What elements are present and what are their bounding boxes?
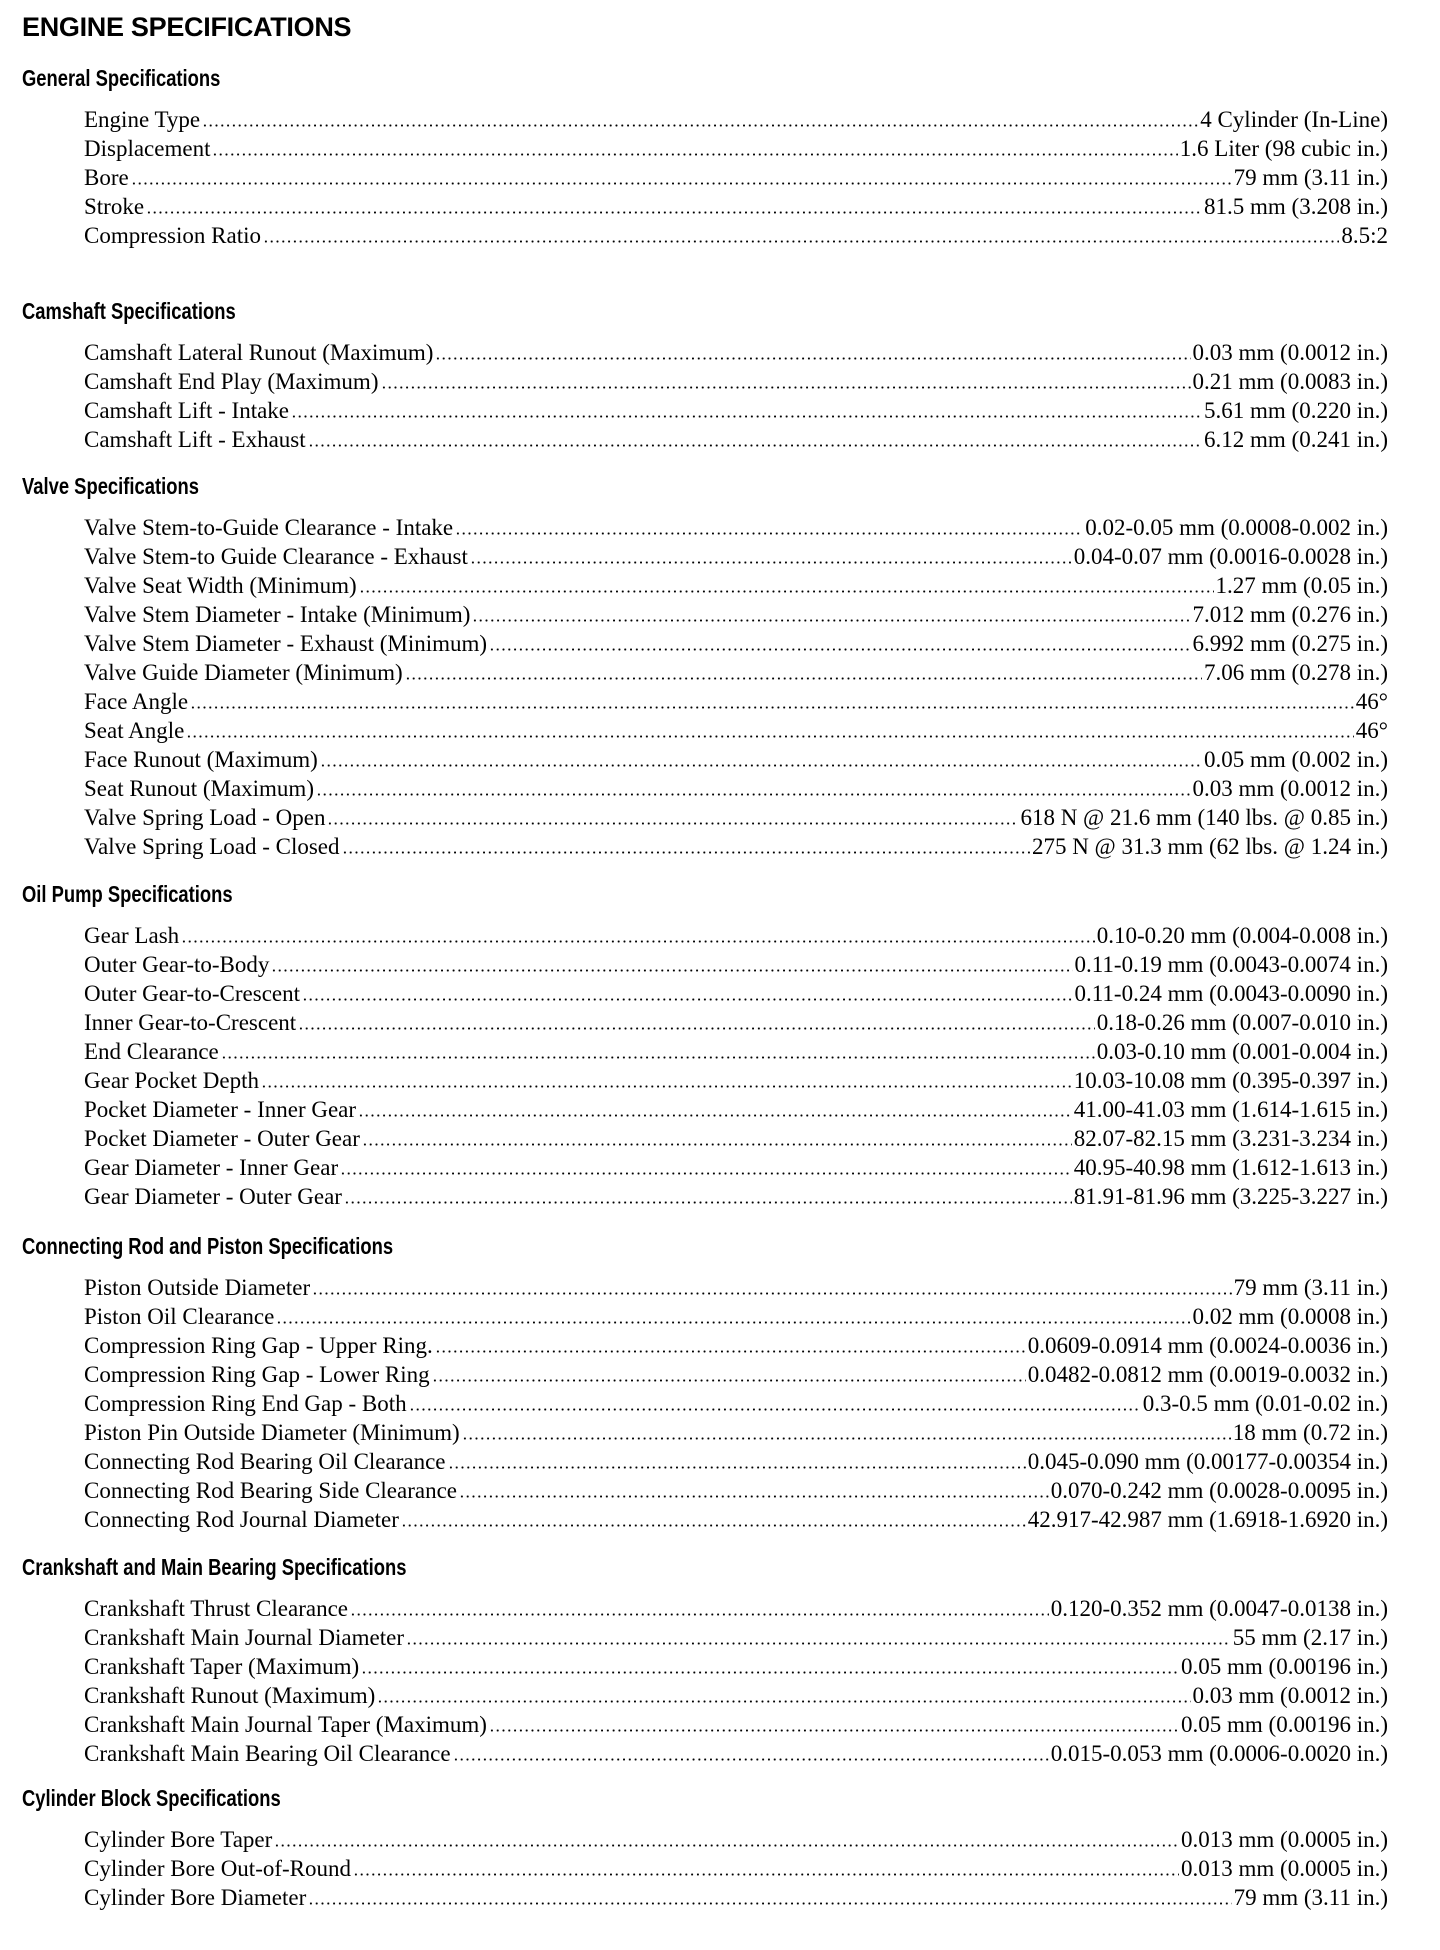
spec-row: [84, 513, 1388, 542]
dot-leader: [489, 648, 1190, 651]
spec-label: Connecting Rod Bearing Oil Clearance: [84, 1449, 446, 1474]
dot-leader: [453, 1758, 1049, 1761]
dot-leader: [261, 1085, 1072, 1088]
dot-leader: [274, 1844, 1179, 1847]
spec-value: 618 N @ 21.6 mm (140 lbs. @ 0.85 in.): [1020, 805, 1388, 830]
spec-value: 0.0482-0.0812 mm (0.0019-0.0032 in.): [1027, 1362, 1388, 1387]
spec-row: [84, 745, 1388, 774]
dot-leader: [448, 1466, 1026, 1469]
spec-row: [84, 1681, 1388, 1710]
section-heading: General Specifications: [22, 65, 221, 91]
spec-row: [84, 1037, 1388, 1066]
dot-leader: [181, 940, 1095, 943]
spec-label: Gear Pocket Depth: [84, 1068, 259, 1093]
dot-leader: [308, 444, 1202, 447]
spec-label: Piston Oil Clearance: [84, 1304, 275, 1329]
spec-label: Outer Gear-to-Body: [84, 952, 270, 977]
spec-row: [84, 658, 1388, 687]
spec-label: Camshaft Lift - Intake: [84, 398, 290, 423]
spec-row: [84, 803, 1388, 832]
spec-row: [84, 1594, 1388, 1623]
spec-label: Pocket Diameter - Outer Gear: [84, 1126, 360, 1151]
spec-row: [84, 1652, 1388, 1681]
spec-row: [84, 1331, 1388, 1360]
spec-value: 0.11-0.24 mm (0.0043-0.0090 in.): [1074, 981, 1388, 1006]
dot-leader: [361, 1671, 1179, 1674]
spec-label: Outer Gear-to-Crescent: [84, 981, 301, 1006]
spec-label: Compression Ring Gap - Upper Ring.: [84, 1333, 433, 1358]
spec-value: 0.045-0.090 mm (0.00177-0.00354 in.): [1027, 1449, 1388, 1474]
spec-row: [84, 367, 1388, 396]
spec-label: Stroke: [84, 194, 145, 219]
section-heading: Valve Specifications: [22, 473, 199, 499]
spec-label: Seat Angle: [84, 718, 185, 743]
dot-leader: [459, 1495, 1049, 1498]
spec-row: [84, 1854, 1388, 1883]
page-title: ENGINE SPECIFICATIONS: [22, 12, 352, 42]
spec-label: Engine Type: [84, 107, 201, 132]
dot-leader: [202, 124, 1198, 127]
spec-value: 0.015-0.053 mm (0.0006-0.0020 in.): [1050, 1741, 1388, 1766]
spec-label: Crankshaft Main Journal Diameter: [84, 1625, 404, 1650]
spec-section: [0, 472, 1388, 861]
spec-row: [84, 192, 1388, 221]
spec-row: [84, 1476, 1388, 1505]
dot-leader: [131, 182, 1232, 185]
spec-row: [84, 105, 1388, 134]
dot-leader: [221, 1056, 1095, 1059]
dot-leader: [271, 969, 1072, 972]
spec-value: 0.3-0.5 mm (0.01-0.02 in.): [1142, 1391, 1388, 1416]
dot-leader: [186, 735, 1354, 738]
spec-row: [84, 1447, 1388, 1476]
spec-value: 0.21 mm (0.0083 in.): [1192, 369, 1388, 394]
spec-label: Valve Spring Load - Closed: [84, 834, 340, 859]
spec-row: [84, 1883, 1388, 1912]
spec-row: [84, 1302, 1388, 1331]
spec-row: [84, 163, 1388, 192]
spec-row: [84, 687, 1388, 716]
dot-leader: [405, 677, 1202, 680]
spec-value: 0.18-0.26 mm (0.007-0.010 in.): [1096, 1010, 1388, 1035]
spec-label: Gear Diameter - Outer Gear: [84, 1184, 342, 1209]
spec-value: 5.61 mm (0.220 in.): [1204, 398, 1388, 423]
spec-value: 81.91-81.96 mm (3.225-3.227 in.): [1073, 1184, 1388, 1209]
dot-leader: [302, 998, 1073, 1001]
spec-label: Cylinder Bore Diameter: [84, 1885, 307, 1910]
dot-leader: [312, 1292, 1231, 1295]
spec-value: 0.05 mm (0.00196 in.): [1181, 1712, 1388, 1737]
dot-leader: [432, 1379, 1026, 1382]
spec-value: 82.07-82.15 mm (3.231-3.234 in.): [1073, 1126, 1388, 1151]
spec-label: Crankshaft Runout (Maximum): [84, 1683, 376, 1708]
spec-value: 40.95-40.98 mm (1.612-1.613 in.): [1073, 1155, 1388, 1180]
spec-value: 0.03 mm (0.0012 in.): [1192, 776, 1388, 801]
spec-label: Valve Stem Diameter - Exhaust (Minimum): [84, 631, 488, 656]
spec-row: [84, 1095, 1388, 1124]
dot-leader: [435, 1350, 1026, 1353]
spec-value: 0.10-0.20 mm (0.004-0.008 in.): [1096, 923, 1388, 948]
spec-label: Compression Ratio: [84, 223, 261, 248]
spec-row: [84, 1360, 1388, 1389]
spec-label: Valve Seat Width (Minimum): [84, 573, 357, 598]
spec-label: Displacement: [84, 136, 211, 161]
spec-label: Compression Ring Gap - Lower Ring: [84, 1362, 430, 1387]
spec-section: [0, 880, 1388, 1211]
spec-row: [84, 1418, 1388, 1447]
spec-value: 42.917-42.987 mm (1.6918-1.6920 in.): [1027, 1507, 1388, 1532]
spec-value: 55 mm (2.17 in.): [1232, 1625, 1388, 1650]
spec-value: 0.03-0.10 mm (0.001-0.004 in.): [1096, 1039, 1388, 1064]
spec-label: Camshaft Lateral Runout (Maximum): [84, 340, 434, 365]
spec-label: Face Angle: [84, 689, 189, 714]
spec-value: 0.05 mm (0.00196 in.): [1181, 1654, 1388, 1679]
section-heading: Crankshaft and Main Bearing Specifications: [22, 1554, 407, 1580]
spec-label: Valve Stem-to Guide Clearance - Exhaust: [84, 544, 468, 569]
spec-row: [84, 1153, 1388, 1182]
spec-value: 0.11-0.19 mm (0.0043-0.0074 in.): [1074, 952, 1388, 977]
dot-leader: [276, 1321, 1190, 1324]
spec-value: 0.0609-0.0914 mm (0.0024-0.0036 in.): [1027, 1333, 1388, 1358]
spec-label: Camshaft Lift - Exhaust: [84, 427, 306, 452]
dot-leader: [470, 561, 1072, 564]
spec-row: [84, 1273, 1388, 1302]
dot-leader: [362, 1143, 1072, 1146]
dot-leader: [350, 1613, 1049, 1616]
dot-leader: [435, 357, 1190, 360]
spec-row: [84, 396, 1388, 425]
spec-label: Bore: [84, 165, 129, 190]
dot-leader: [353, 1873, 1179, 1876]
spec-value: 18 mm (0.72 in.): [1232, 1420, 1388, 1445]
spec-value: 7.06 mm (0.278 in.): [1204, 660, 1388, 685]
dot-leader: [462, 1437, 1231, 1440]
spec-label: Cylinder Bore Out-of-Round: [84, 1856, 352, 1881]
spec-row: [84, 1710, 1388, 1739]
spec-section: [0, 1784, 1388, 1912]
spec-row: [84, 1066, 1388, 1095]
spec-label: Valve Guide Diameter (Minimum): [84, 660, 403, 685]
spec-value: 81.5 mm (3.208 in.): [1204, 194, 1388, 219]
spec-value: 8.5:2: [1341, 223, 1388, 248]
spec-value: 0.03 mm (0.0012 in.): [1192, 340, 1388, 365]
spec-value: 0.05 mm (0.002 in.): [1204, 747, 1388, 772]
spec-value: 46°: [1355, 689, 1388, 714]
spec-label: Crankshaft Main Journal Taper (Maximum): [84, 1712, 487, 1737]
spec-value: 0.120-0.352 mm (0.0047-0.0138 in.): [1050, 1596, 1388, 1621]
dot-leader: [344, 1201, 1072, 1204]
spec-label: Valve Stem Diameter - Intake (Minimum): [84, 602, 471, 627]
spec-label: Seat Runout (Maximum): [84, 776, 314, 801]
spec-label: Crankshaft Main Bearing Oil Clearance: [84, 1741, 451, 1766]
spec-section: [0, 1553, 1388, 1768]
spec-row: [84, 1124, 1388, 1153]
spec-value: 0.03 mm (0.0012 in.): [1192, 1683, 1388, 1708]
spec-value: 0.04-0.07 mm (0.0016-0.0028 in.): [1073, 544, 1388, 569]
spec-row: [84, 629, 1388, 658]
dot-leader: [342, 851, 1030, 854]
spec-row: [84, 221, 1388, 250]
spec-value: 10.03-10.08 mm (0.395-0.397 in.): [1073, 1068, 1388, 1093]
spec-section: [0, 1232, 1388, 1534]
spec-value: 0.013 mm (0.0005 in.): [1181, 1856, 1388, 1881]
spec-label: End Clearance: [84, 1039, 219, 1064]
dot-leader: [212, 153, 1177, 156]
spec-value: 6.992 mm (0.275 in.): [1192, 631, 1388, 656]
spec-row: [84, 1825, 1388, 1854]
dot-leader: [359, 590, 1214, 593]
spec-value: 79 mm (3.11 in.): [1233, 1275, 1388, 1300]
spec-row: [84, 1505, 1388, 1534]
dot-leader: [308, 1902, 1231, 1905]
spec-value: 79 mm (3.11 in.): [1233, 165, 1388, 190]
spec-row: [84, 134, 1388, 163]
spec-row: [84, 774, 1388, 803]
section-heading: Connecting Rod and Piston Specifications: [22, 1233, 394, 1259]
spec-label: Camshaft End Play (Maximum): [84, 369, 379, 394]
dot-leader: [190, 706, 1354, 709]
spec-value: 0.013 mm (0.0005 in.): [1181, 1827, 1388, 1852]
spec-label: Face Runout (Maximum): [84, 747, 318, 772]
section-heading: Oil Pump Specifications: [22, 881, 233, 907]
spec-row: [84, 1182, 1388, 1211]
spec-label: Valve Stem-to-Guide Clearance - Intake: [84, 515, 454, 540]
spec-value: 0.070-0.242 mm (0.0028-0.0095 in.): [1050, 1478, 1388, 1503]
spec-label: Gear Diameter - Inner Gear: [84, 1155, 339, 1180]
dot-leader: [455, 532, 1083, 535]
dot-leader: [327, 822, 1018, 825]
dot-leader: [298, 1027, 1095, 1030]
spec-value: 4 Cylinder (In-Line): [1200, 107, 1388, 132]
spec-row: [84, 1008, 1388, 1037]
dot-leader: [263, 240, 1339, 243]
spec-label: Cylinder Bore Taper: [84, 1827, 273, 1852]
spec-value: 1.27 mm (0.05 in.): [1215, 573, 1388, 598]
spec-section: [0, 297, 1388, 454]
dot-leader: [291, 415, 1202, 418]
spec-row: [84, 425, 1388, 454]
dot-leader: [381, 386, 1191, 389]
dot-leader: [406, 1642, 1231, 1645]
spec-row: [84, 979, 1388, 1008]
dot-leader: [316, 793, 1191, 796]
spec-label: Connecting Rod Journal Diameter: [84, 1507, 399, 1532]
spec-label: Piston Pin Outside Diameter (Minimum): [84, 1420, 460, 1445]
spec-value: 6.12 mm (0.241 in.): [1204, 427, 1388, 452]
section-heading: Camshaft Specifications: [22, 298, 236, 324]
spec-row: [84, 1623, 1388, 1652]
dot-leader: [146, 211, 1202, 214]
spec-row: [84, 716, 1388, 745]
spec-row: [84, 542, 1388, 571]
dot-leader: [401, 1524, 1026, 1527]
spec-row: [84, 921, 1388, 950]
dot-leader: [409, 1408, 1141, 1411]
spec-row: [84, 832, 1388, 861]
spec-label: Piston Outside Diameter: [84, 1275, 311, 1300]
dot-leader: [358, 1114, 1072, 1117]
spec-row: [84, 338, 1388, 367]
spec-value: 275 N @ 31.3 mm (62 lbs. @ 1.24 in.): [1031, 834, 1388, 859]
dot-leader: [489, 1729, 1179, 1732]
spec-value: 46°: [1355, 718, 1388, 743]
spec-row: [84, 600, 1388, 629]
spec-row: [84, 950, 1388, 979]
spec-value: 7.012 mm (0.276 in.): [1192, 602, 1388, 627]
spec-label: Inner Gear-to-Crescent: [84, 1010, 297, 1035]
spec-row: [84, 571, 1388, 600]
spec-row: [84, 1739, 1388, 1768]
spec-row: [84, 1389, 1388, 1418]
spec-section: [0, 64, 1388, 250]
section-heading: Cylinder Block Specifications: [22, 1785, 281, 1811]
spec-value: 79 mm (3.11 in.): [1233, 1885, 1388, 1910]
spec-value: 1.6 Liter (98 cubic in.): [1179, 136, 1388, 161]
dot-leader: [472, 619, 1190, 622]
spec-value: 0.02 mm (0.0008 in.): [1192, 1304, 1388, 1329]
spec-label: Pocket Diameter - Inner Gear: [84, 1097, 357, 1122]
dot-leader: [340, 1172, 1072, 1175]
spec-label: Crankshaft Thrust Clearance: [84, 1596, 348, 1621]
spec-value: 41.00-41.03 mm (1.614-1.615 in.): [1073, 1097, 1388, 1122]
spec-label: Compression Ring End Gap - Both: [84, 1391, 407, 1416]
dot-leader: [320, 764, 1202, 767]
spec-label: Valve Spring Load - Open: [84, 805, 326, 830]
spec-label: Connecting Rod Bearing Side Clearance: [84, 1478, 458, 1503]
spec-value: 0.02-0.05 mm (0.0008-0.002 in.): [1085, 515, 1388, 540]
dot-leader: [377, 1700, 1190, 1703]
spec-label: Crankshaft Taper (Maximum): [84, 1654, 360, 1679]
spec-label: Gear Lash: [84, 923, 180, 948]
